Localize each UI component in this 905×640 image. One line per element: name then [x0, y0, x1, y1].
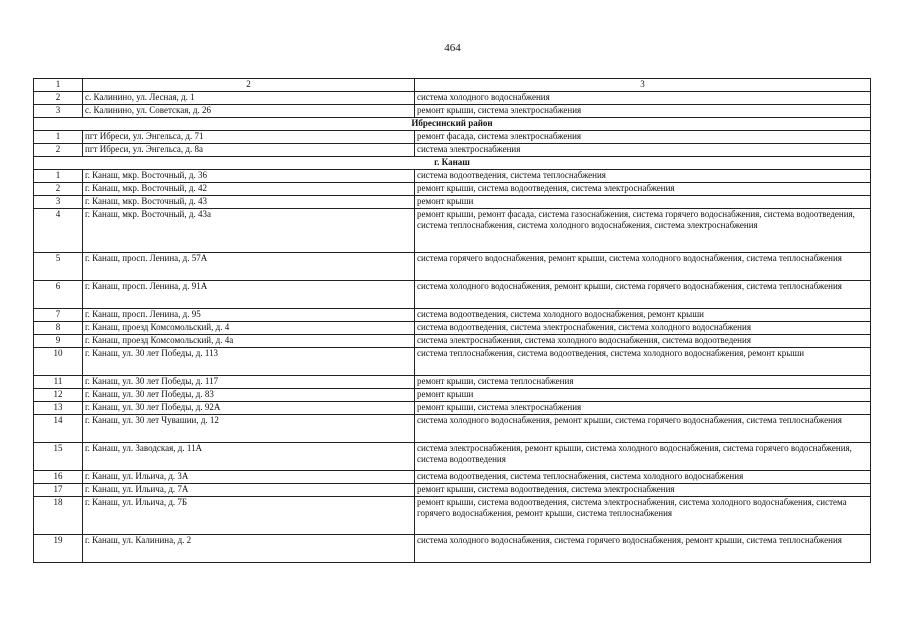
row-works: система электроснабжения: [415, 144, 871, 157]
row-number: 2: [34, 144, 83, 157]
row-works: система водоотведения, система теплоснабжения, система холодного водоснабжения: [415, 471, 871, 484]
row-number: 18: [34, 497, 83, 535]
table-row: [34, 497, 871, 535]
row-number: 14: [34, 415, 83, 443]
row-number: 13: [34, 402, 83, 415]
table-row: [34, 402, 871, 415]
row-number: 1: [34, 170, 83, 183]
row-works: ремонт крыши: [415, 389, 871, 402]
header-col-works: 3: [415, 79, 871, 92]
row-address: г. Канаш, ул. Калинина, д. 2: [83, 535, 415, 563]
row-works: система холодного водоснабжения, система горячего водоснабжения, ремонт крыши, система теплоснабжения: [415, 535, 871, 563]
table-row: [34, 443, 871, 471]
row-number: 3: [34, 105, 83, 118]
row-address: г. Канаш, мкр. Восточный, д. 36: [83, 170, 415, 183]
table-row: [34, 376, 871, 389]
table-row: [34, 535, 871, 563]
table-row: [34, 471, 871, 484]
row-number: 11: [34, 376, 83, 389]
row-number: 4: [34, 209, 83, 253]
row-number: 8: [34, 322, 83, 335]
row-works: система водоотведения, система теплоснабжения: [415, 170, 871, 183]
row-works: ремонт фасада, система электроснабжения: [415, 131, 871, 144]
row-works: ремонт крыши, система водоотведения, система электроснабжения: [415, 183, 871, 196]
row-address: г. Канаш, мкр. Восточный, д. 43: [83, 196, 415, 209]
table-row: [34, 209, 871, 253]
row-address: г. Канаш, ул. Ильича, д. 3А: [83, 471, 415, 484]
row-address: г. Канаш, проезд Комсомольский, д. 4: [83, 322, 415, 335]
row-address: г. Канаш, просп. Ленина, д. 95: [83, 309, 415, 322]
table-row: [34, 170, 871, 183]
row-works: система холодного водоснабжения, ремонт крыши, система горячего водоснабжения, система теплоснабжения: [415, 415, 871, 443]
row-works: ремонт крыши, ремонт фасада, система газоснабжения, система горячего водоснабжения, система водоотведения, система теплоснабжения, система холодного водоснабжения, система электроснабжения: [415, 209, 871, 253]
table-row: [34, 322, 871, 335]
page-number: 464: [444, 42, 461, 54]
row-address: с. Калинино, ул. Лесная, д. 1: [83, 92, 415, 105]
row-works: ремонт крыши, система водоотведения, система электроснабжения: [415, 484, 871, 497]
table-row: [34, 105, 871, 118]
row-works: ремонт крыши: [415, 196, 871, 209]
row-address: г. Канаш, ул. 30 лет Победы, д. 117: [83, 376, 415, 389]
row-number: 1: [34, 131, 83, 144]
row-works: система горячего водоснабжения, ремонт крыши, система холодного водоснабжения, система теплоснабжения: [415, 253, 871, 281]
table-row: [34, 92, 871, 105]
row-works: ремонт крыши, система теплоснабжения: [415, 376, 871, 389]
row-works: система электроснабжения, система холодного водоснабжения, система водоотведения: [415, 335, 871, 348]
table-row: [34, 281, 871, 309]
header-col-address: 2: [83, 79, 415, 92]
section-title: г. Канаш: [34, 157, 871, 170]
table-row: [34, 131, 871, 144]
table-row: [34, 348, 871, 376]
row-address: г. Канаш, просп. Ленина, д. 91А: [83, 281, 415, 309]
row-address: г. Канаш, мкр. Восточный, д. 42: [83, 183, 415, 196]
row-works: система водоотведения, система электроснабжения, система холодного водоснабжения: [415, 322, 871, 335]
row-works: ремонт крыши, система электроснабжения: [415, 402, 871, 415]
table-row: [34, 253, 871, 281]
row-number: 15: [34, 443, 83, 471]
row-address: пгт Ибреси, ул. Энгельса, д. 71: [83, 131, 415, 144]
row-number: 17: [34, 484, 83, 497]
row-address: г. Канаш, мкр. Восточный, д. 43а: [83, 209, 415, 253]
row-address: г. Канаш, просп. Ленина, д. 57А: [83, 253, 415, 281]
row-works: ремонт крыши, система электроснабжения: [415, 105, 871, 118]
row-number: 6: [34, 281, 83, 309]
row-works: система холодного водоснабжения: [415, 92, 871, 105]
row-number: 9: [34, 335, 83, 348]
works-table-body: [34, 79, 871, 563]
section-header-row: [34, 157, 871, 170]
row-works: ремонт крыши, система водоотведения, система электроснабжения, система холодного водоснабжения, система горячего водоснабжения, ремонт крыши, система теплоснабжения: [415, 497, 871, 535]
row-number: 3: [34, 196, 83, 209]
works-table: [33, 78, 871, 563]
row-address: г. Канаш, ул. Ильича, д. 7А: [83, 484, 415, 497]
row-works: система электроснабжения, ремонт крыши, система холодного водоснабжения, система горячего водоснабжения, система водоотведения: [415, 443, 871, 471]
row-works: система теплоснабжения, система водоотведения, система холодного водоснабжения, ремонт крыши: [415, 348, 871, 376]
row-works: система холодного водоснабжения, ремонт крыши, система горячего водоснабжения, система теплоснабжения: [415, 281, 871, 309]
row-address: г. Канаш, ул. 30 лет Победы, д. 113: [83, 348, 415, 376]
row-number: 5: [34, 253, 83, 281]
table-row: [34, 183, 871, 196]
row-number: 2: [34, 92, 83, 105]
row-address: г. Канаш, проезд Комсомольский, д. 4а: [83, 335, 415, 348]
row-number: 7: [34, 309, 83, 322]
header-col-number: 1: [34, 79, 83, 92]
table-row: [34, 309, 871, 322]
section-header-row: [34, 118, 871, 131]
table-row: [34, 335, 871, 348]
row-address: г. Канаш, ул. 30 лет Победы, д. 92А: [83, 402, 415, 415]
row-number: 10: [34, 348, 83, 376]
row-works: система водоотведения, система холодного водоснабжения, ремонт крыши: [415, 309, 871, 322]
row-number: 16: [34, 471, 83, 484]
row-address: г. Канаш, ул. Ильича, д. 7Б: [83, 497, 415, 535]
row-number: 12: [34, 389, 83, 402]
table-row: [34, 196, 871, 209]
row-address: г. Канаш, ул. 30 лет Чувашии, д. 12: [83, 415, 415, 443]
table-row: [34, 484, 871, 497]
table-header-row: [34, 79, 871, 92]
row-address: г. Канаш, ул. 30 лет Победы, д. 83: [83, 389, 415, 402]
table-row: [34, 389, 871, 402]
row-address: с. Калинино, ул. Советская, д. 26: [83, 105, 415, 118]
table-row: [34, 415, 871, 443]
row-number: 19: [34, 535, 83, 563]
row-address: пгт Ибреси, ул. Энгельса, д. 8а: [83, 144, 415, 157]
row-number: 2: [34, 183, 83, 196]
row-address: г. Канаш, ул. Заводская, д. 11А: [83, 443, 415, 471]
section-title: Ибресинский район: [34, 118, 871, 131]
table-row: [34, 144, 871, 157]
